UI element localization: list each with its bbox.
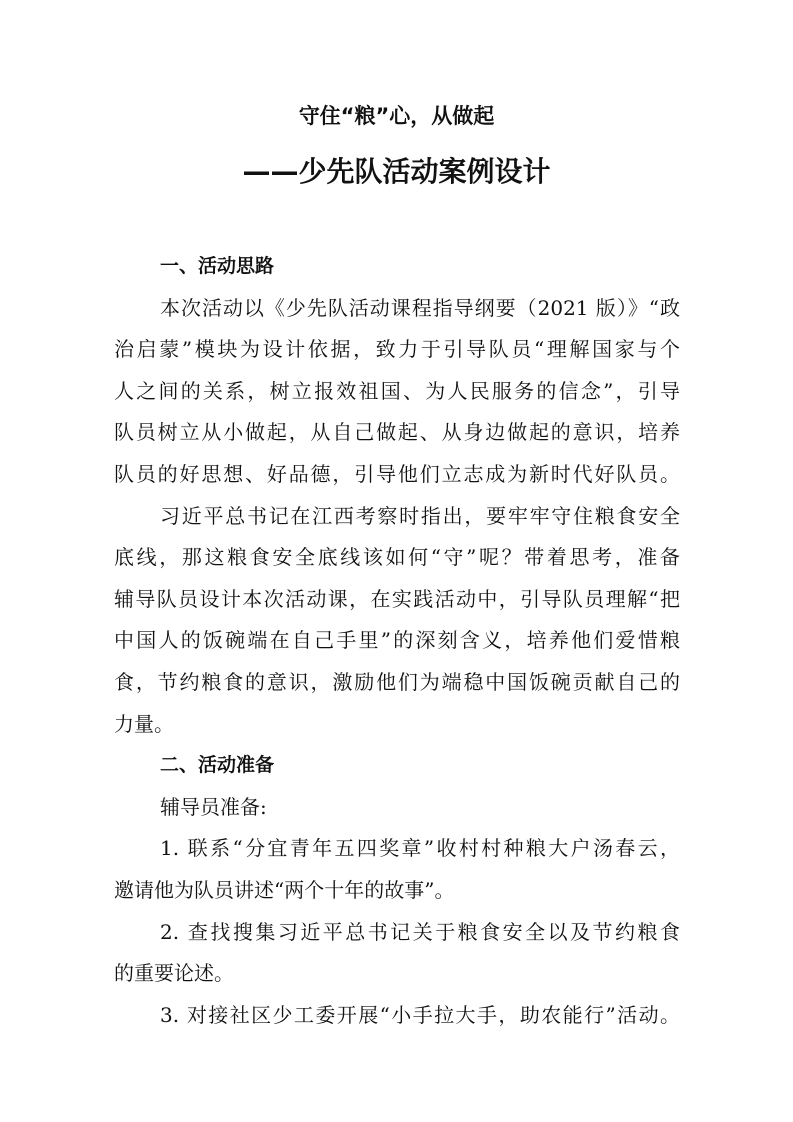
paragraph-food-security [114, 496, 680, 746]
paragraph-line: 本次活动以《少先队活动课程指导纲要（2021 版）》“政 [160, 295, 680, 320]
paragraph-line: 3. 对接社区少工委开展“小手拉大手，助农能行”活动。 [160, 1002, 680, 1027]
paragraph-line: 食，节约粮食的意识，激励他们为端稳中国饭碗贡献自己的 [114, 669, 680, 694]
paragraph-line: 队员树立从小做起，从自己做起、从身边做起的意识，培养 [114, 420, 680, 445]
list-item [114, 995, 680, 1037]
paragraph-line: 队员的好思想、好品德，引导他们立志成为新时代好队员。 [114, 461, 680, 486]
paragraph-line: 邀请他为队员讲述“两个十年的故事”。 [114, 877, 455, 902]
paragraph-activity-idea [114, 288, 680, 496]
document-title: 守住“粮”心，从做起 [298, 104, 495, 128]
prep-label: 辅导员准备: [160, 794, 267, 819]
paragraph-line: 人之间的关系，树立报效祖国、为人民服务的信念”，引导 [114, 378, 680, 403]
section-heading-1: 一、活动思路 [160, 255, 275, 277]
paragraph-line: 力量。 [114, 711, 174, 736]
paragraph-line: 2. 查找搜集习近平总书记关于粮食安全以及节约粮食 [160, 919, 680, 944]
paragraph-line: 底线，那这粮食安全底线该如何“守”呢？带着思考，准备 [114, 545, 680, 570]
paragraph-line: 习近平总书记在江西考察时指出，要牢牢守住粮食安全 [160, 503, 680, 528]
document-subtitle: ——少先队活动案例设计 [242, 155, 551, 188]
section-heading-2: 二、活动准备 [160, 754, 275, 777]
document-body [114, 246, 680, 1036]
paragraph-line: 中国人的饭碗端在自己手里”的深刻含义，培养他们爱惜粮 [114, 628, 680, 653]
paragraph-line: 治启蒙”模块为设计依据，致力于引导队员“理解国家与个 [114, 337, 680, 362]
paragraph-line: 的重要论述。 [114, 961, 234, 986]
paragraph-line: 1. 联系“分宜青年五四奖章”收村村种粮大户汤春云， [160, 836, 680, 861]
paragraph-line: 辅导队员设计本次活动课，在实践活动中，引导队员理解“把 [114, 586, 680, 611]
list-item [114, 828, 680, 911]
list-item [114, 912, 680, 995]
